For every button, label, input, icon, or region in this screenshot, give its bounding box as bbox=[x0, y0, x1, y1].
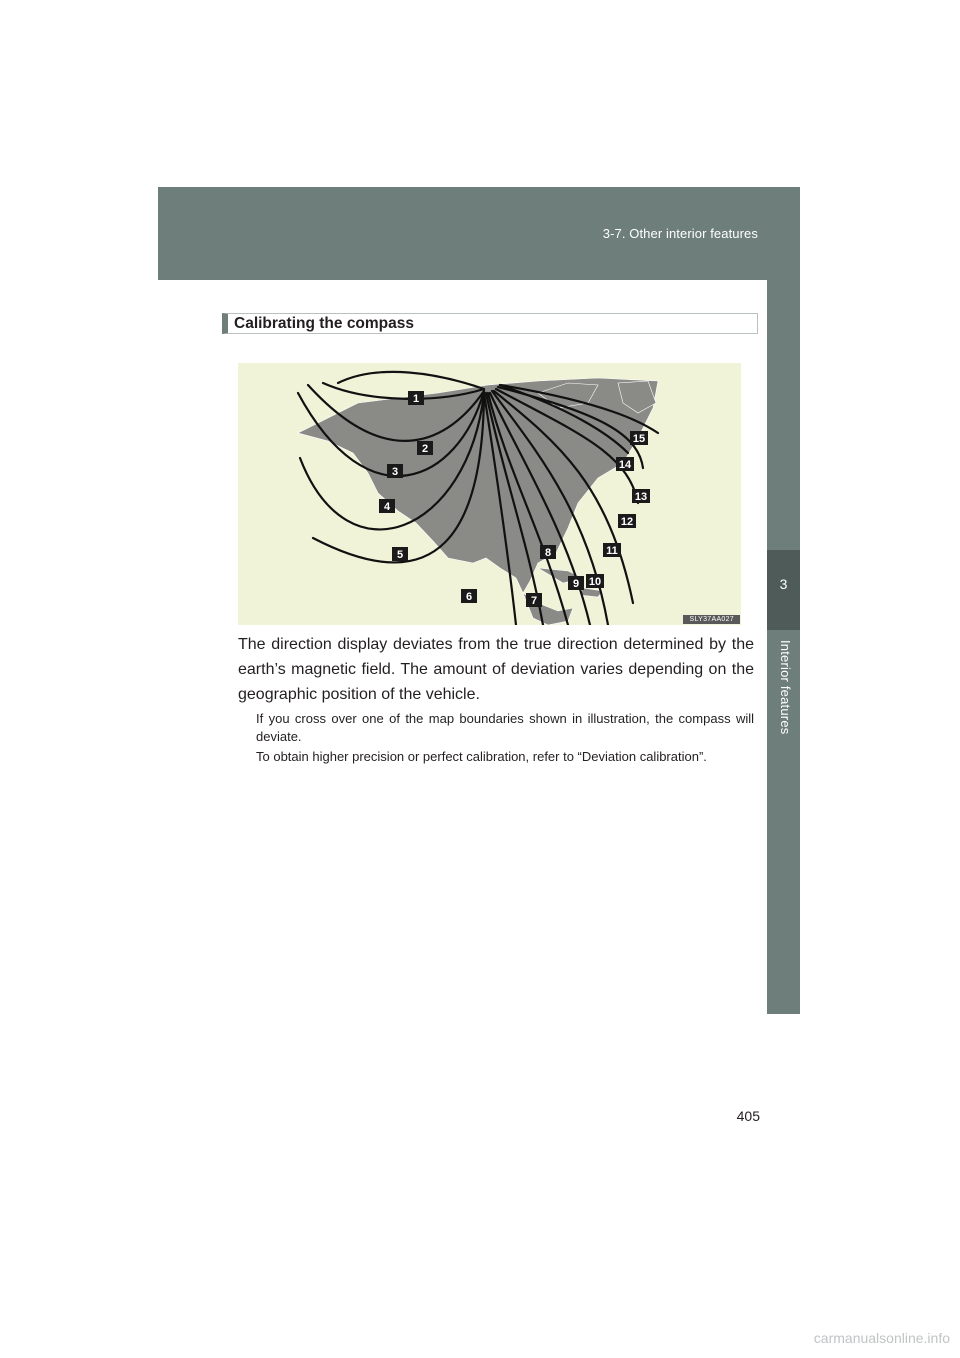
watermark: carmanualsonline.info bbox=[813, 1330, 950, 1346]
svg-text:3: 3 bbox=[391, 466, 399, 478]
svg-text:11: 11 bbox=[606, 545, 618, 557]
page-number: 405 bbox=[736, 1108, 760, 1124]
svg-text:10: 10 bbox=[588, 576, 602, 588]
north-america-map-illustration bbox=[238, 363, 741, 625]
body-paragraph: The direction display deviates from the true direction determined by the earth’s magnetic field. The amount of deviation varies depending on the geographic position of the vehicle. bbox=[238, 636, 754, 703]
chapter-number: 3 bbox=[779, 576, 788, 592]
note-boundary-crossing: If you cross over one of the map boundaries shown in illustration, the compass will deviate. bbox=[256, 711, 754, 744]
svg-text:13: 13 bbox=[634, 491, 648, 503]
svg-text:5: 5 bbox=[396, 549, 404, 561]
svg-text:9: 9 bbox=[572, 578, 580, 590]
svg-text:6: 6 bbox=[465, 591, 473, 603]
chapter-label: Interior features bbox=[778, 640, 793, 735]
svg-text:2: 2 bbox=[421, 443, 429, 455]
svg-text:7: 7 bbox=[530, 595, 538, 607]
svg-text:4: 4 bbox=[383, 501, 391, 513]
note-deviation-calibration: To obtain higher precision or perfect calibration, refer to “Deviation calibration”. bbox=[256, 749, 707, 764]
svg-text:12: 12 bbox=[620, 516, 634, 528]
figure-code: SLY37AA027 bbox=[683, 615, 740, 624]
compass-zone-map bbox=[238, 363, 741, 625]
svg-text:15: 15 bbox=[632, 433, 646, 445]
svg-text:14: 14 bbox=[618, 459, 632, 471]
svg-text:1: 1 bbox=[412, 393, 420, 405]
section-title: 3-7. Other interior features bbox=[602, 226, 758, 241]
svg-text:8: 8 bbox=[544, 547, 552, 559]
header-band bbox=[158, 187, 800, 280]
sub-heading: Calibrating the compass bbox=[222, 313, 758, 334]
chapter-side-tab bbox=[767, 280, 800, 1014]
